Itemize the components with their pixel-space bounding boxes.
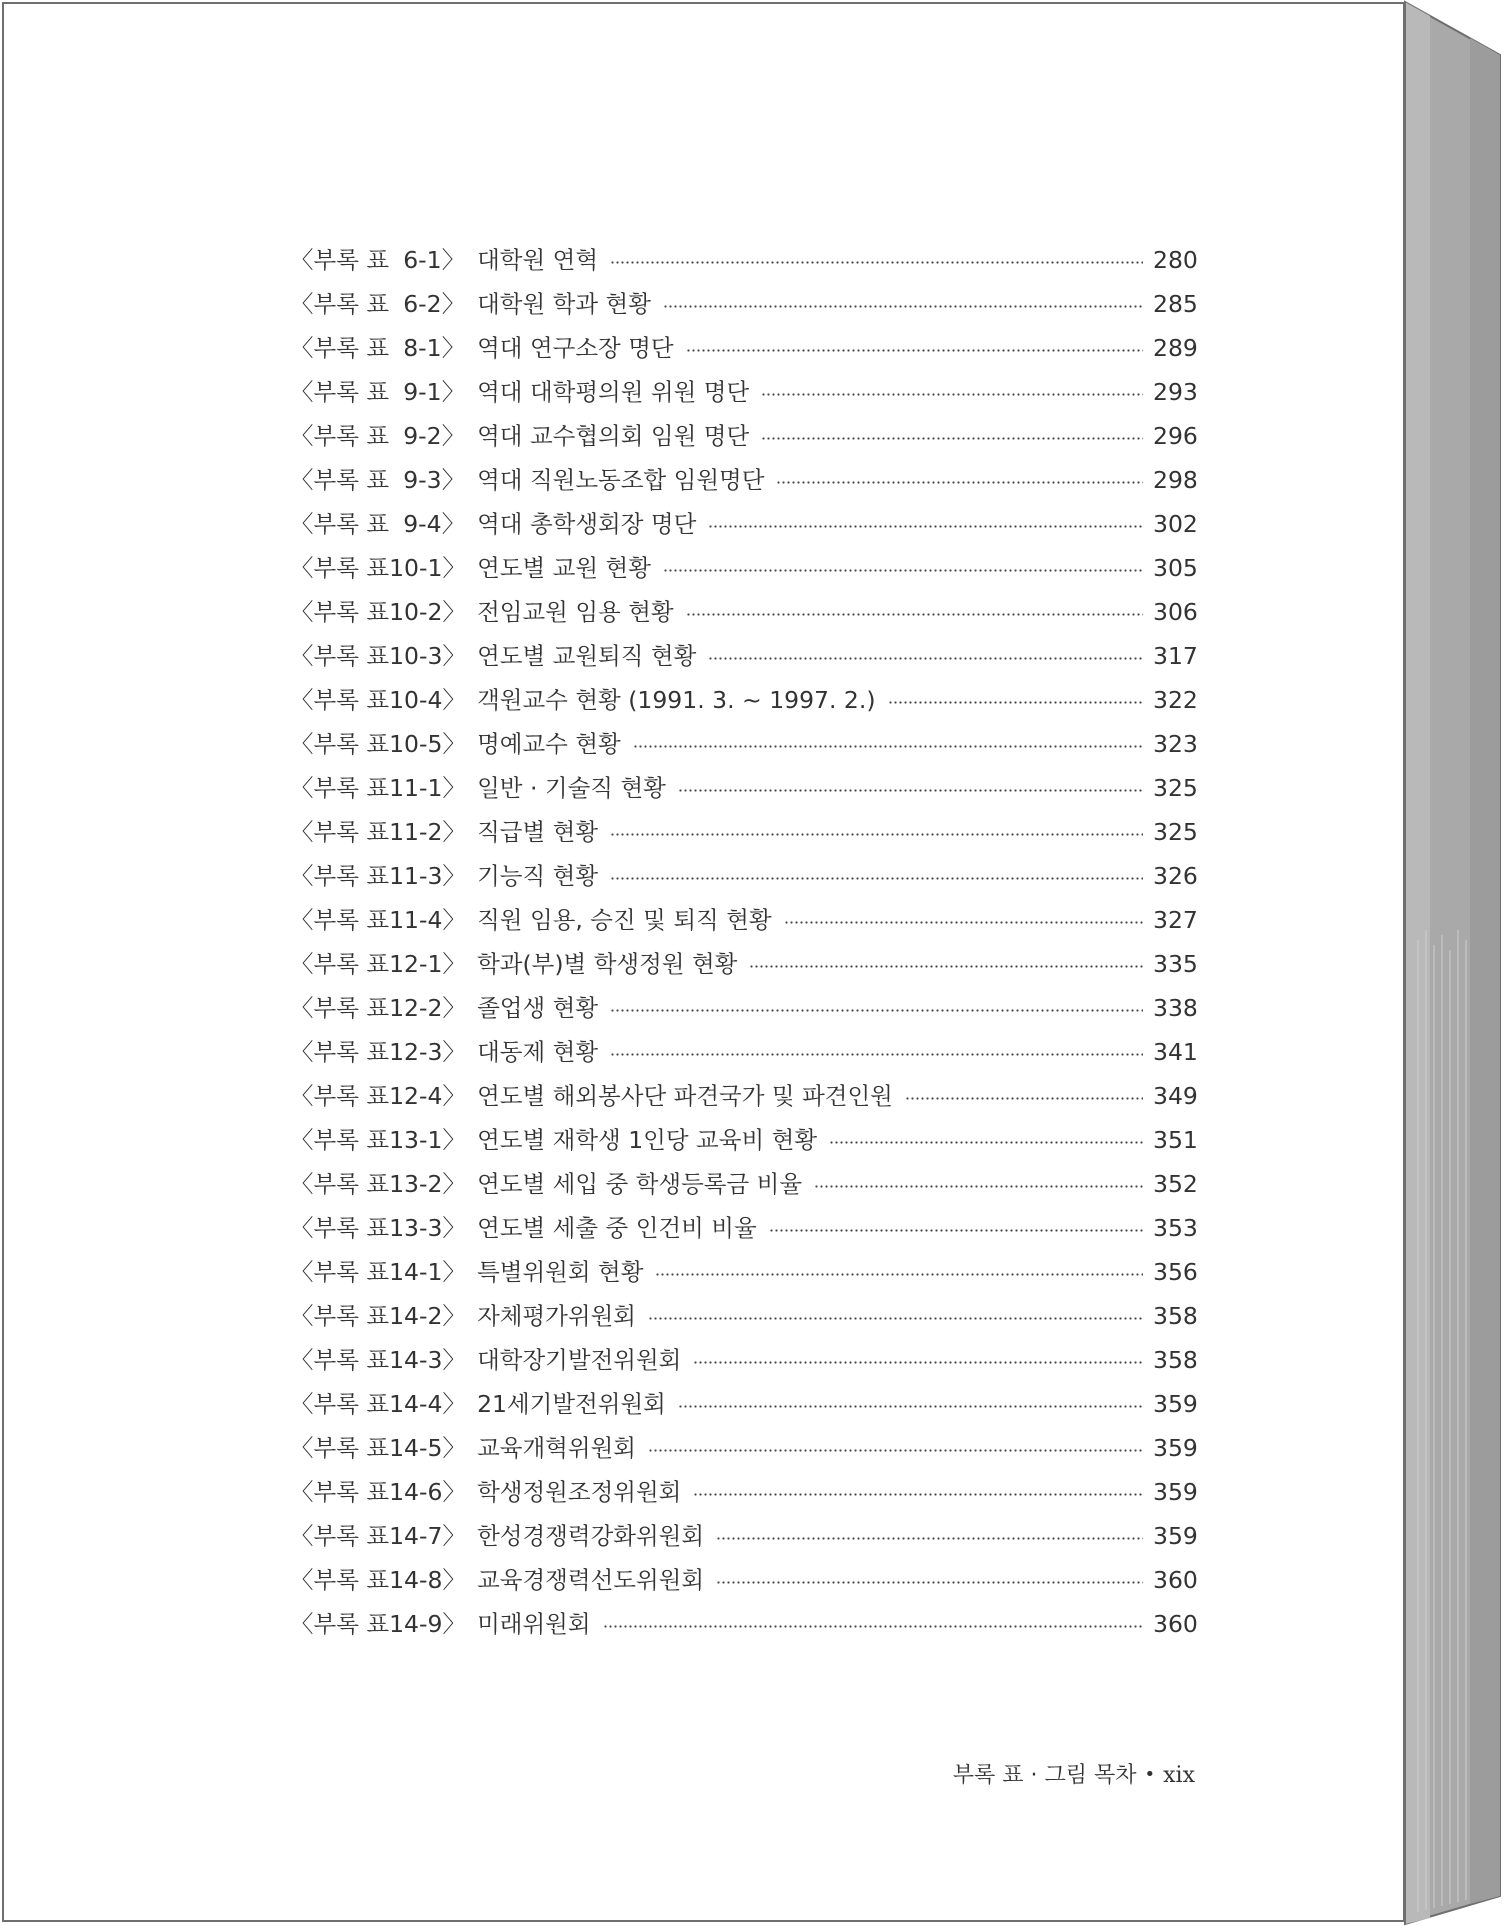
toc-entry-leader bbox=[708, 525, 1143, 528]
toc-entry-label: 〈부록 표 bbox=[290, 1126, 390, 1154]
toc-entry-label: 〈부록 표 bbox=[290, 554, 390, 582]
toc-entry-label: 〈부록 표 bbox=[290, 246, 390, 274]
toc-entry-label: 〈부록 표 bbox=[290, 818, 390, 846]
toc-entry-label: 〈부록 표 bbox=[290, 510, 390, 538]
toc-entry-title: 역대 총학생회장 명단 bbox=[477, 510, 697, 538]
toc-entry-page: 322 bbox=[1153, 686, 1198, 714]
toc-entry bbox=[290, 986, 1198, 1030]
toc-entry-label: 〈부록 표 bbox=[290, 642, 390, 670]
toc-entry-number: 13-1〉 bbox=[389, 1126, 466, 1154]
toc-entry-leader bbox=[610, 1009, 1143, 1012]
running-footer bbox=[953, 1758, 1195, 1789]
toc-entry-leader bbox=[686, 613, 1143, 616]
toc-entry-label: 〈부록 표 bbox=[290, 730, 390, 758]
toc-entry-page: 349 bbox=[1153, 1082, 1198, 1110]
toc-entry-title: 대학원 연혁 bbox=[477, 246, 599, 274]
toc-entry bbox=[290, 1470, 1198, 1514]
toc-entry-leader bbox=[693, 1493, 1143, 1496]
toc-entry-label: 〈부록 표 bbox=[290, 774, 390, 802]
toc-entry-leader bbox=[761, 393, 1143, 396]
toc-entry-title: 일반 · 기술직 현황 bbox=[477, 774, 666, 802]
toc-entry-label: 〈부록 표 bbox=[290, 686, 390, 714]
toc-entry-page: 352 bbox=[1153, 1170, 1198, 1198]
toc-entry-number: 6-1〉 bbox=[403, 246, 466, 274]
footer-bullet: • bbox=[1144, 1764, 1156, 1785]
toc-entry-leader bbox=[663, 569, 1143, 572]
toc-entry-number: 10-4〉 bbox=[389, 686, 466, 714]
toc-entry bbox=[290, 898, 1198, 942]
toc-entry-leader bbox=[708, 657, 1143, 660]
toc-entry-page: 359 bbox=[1153, 1522, 1198, 1550]
toc-entry-leader bbox=[610, 833, 1143, 836]
toc-entry-title: 역대 연구소장 명단 bbox=[477, 334, 674, 362]
toc-entry-label: 〈부록 표 bbox=[290, 1214, 390, 1242]
toc-entry bbox=[290, 238, 1198, 282]
toc-entry-page: 341 bbox=[1153, 1038, 1198, 1066]
toc-entry-label: 〈부록 표 bbox=[290, 1170, 390, 1198]
toc-entry bbox=[290, 502, 1198, 546]
toc-entry-label: 〈부록 표 bbox=[290, 1610, 390, 1638]
toc-entry-leader bbox=[686, 349, 1143, 352]
toc-entry bbox=[290, 282, 1198, 326]
toc-entry-page: 351 bbox=[1153, 1126, 1198, 1154]
toc-entry-leader bbox=[784, 921, 1143, 924]
toc-entry-label: 〈부록 표 bbox=[290, 378, 390, 406]
toc-entry-title: 역대 교수협의회 임원 명단 bbox=[477, 422, 750, 450]
toc-entry-leader bbox=[716, 1581, 1143, 1584]
toc-entry-page: 298 bbox=[1153, 466, 1198, 494]
toc-entry-number: 14-7〉 bbox=[389, 1522, 466, 1550]
toc-entry-leader bbox=[655, 1273, 1143, 1276]
toc-entry-leader bbox=[905, 1097, 1143, 1100]
toc-entry-page: 280 bbox=[1153, 246, 1198, 274]
toc-entry-label: 〈부록 표 bbox=[290, 1346, 390, 1374]
toc-entry-number: 6-2〉 bbox=[403, 290, 466, 318]
toc-entry-page: 325 bbox=[1153, 774, 1198, 802]
toc-entry bbox=[290, 678, 1198, 722]
toc-entry-page: 358 bbox=[1153, 1302, 1198, 1330]
toc-entry bbox=[290, 1074, 1198, 1118]
toc-entry-page: 305 bbox=[1153, 554, 1198, 582]
toc-entry-title: 기능직 현황 bbox=[477, 862, 599, 890]
toc-entry bbox=[290, 1162, 1198, 1206]
toc-entry-number: 14-1〉 bbox=[389, 1258, 466, 1286]
toc-entry-leader bbox=[776, 481, 1143, 484]
toc-entry-label: 〈부록 표 bbox=[290, 994, 390, 1022]
toc-entry-page: 359 bbox=[1153, 1478, 1198, 1506]
toc-entry-number: 13-3〉 bbox=[389, 1214, 466, 1242]
page-number: xix bbox=[1163, 1763, 1195, 1788]
toc-entry-page: 302 bbox=[1153, 510, 1198, 538]
toc-entry-page: 296 bbox=[1153, 422, 1198, 450]
toc-entry bbox=[290, 546, 1198, 590]
toc-entry-page: 335 bbox=[1153, 950, 1198, 978]
toc-entry-title: 한성경쟁력강화위원회 bbox=[477, 1522, 705, 1550]
toc-entry bbox=[290, 458, 1198, 502]
toc-entry-title: 연도별 세입 중 학생등록금 비율 bbox=[477, 1170, 803, 1198]
toc-entry-leader bbox=[749, 965, 1143, 968]
toc-entry-title: 명예교수 현황 bbox=[477, 730, 621, 758]
toc-entry-page: 358 bbox=[1153, 1346, 1198, 1374]
toc-entry-number: 14-9〉 bbox=[389, 1610, 466, 1638]
toc-entry-label: 〈부록 표 bbox=[290, 1434, 390, 1462]
toc-entry-title: 학과(부)별 학생정원 현황 bbox=[477, 950, 738, 978]
toc-entry bbox=[290, 1030, 1198, 1074]
toc-entry-label: 〈부록 표 bbox=[290, 334, 390, 362]
toc-entry-label: 〈부록 표 bbox=[290, 1302, 390, 1330]
toc-entry-title: 직급별 현황 bbox=[477, 818, 599, 846]
toc-entry-number: 14-4〉 bbox=[389, 1390, 466, 1418]
toc-entry-page: 317 bbox=[1153, 642, 1198, 670]
toc-entry-leader bbox=[633, 745, 1143, 748]
toc-entry-leader bbox=[693, 1361, 1143, 1364]
toc-entry-leader bbox=[610, 261, 1143, 264]
toc-entry-leader bbox=[678, 1405, 1143, 1408]
toc-entry-title: 대학장기발전위원회 bbox=[477, 1346, 682, 1374]
toc-entry-page: 360 bbox=[1153, 1566, 1198, 1594]
toc-entry-number: 12-3〉 bbox=[389, 1038, 466, 1066]
toc-entry-title: 교육경쟁력선도위원회 bbox=[477, 1566, 705, 1594]
toc-entry-number: 12-2〉 bbox=[389, 994, 466, 1022]
toc-entry-page: 327 bbox=[1153, 906, 1198, 934]
toc-entry-title: 전임교원 임용 현황 bbox=[477, 598, 674, 626]
toc-entry-number: 11-1〉 bbox=[389, 774, 466, 802]
toc-entry-label: 〈부록 표 bbox=[290, 466, 390, 494]
toc-entry-page: 326 bbox=[1153, 862, 1198, 890]
toc-entry bbox=[290, 722, 1198, 766]
toc-entry-leader bbox=[610, 1053, 1143, 1056]
toc-entry-number: 14-3〉 bbox=[389, 1346, 466, 1374]
toc-entry-number: 14-6〉 bbox=[389, 1478, 466, 1506]
toc-entry-leader bbox=[769, 1229, 1143, 1232]
toc-entry-leader bbox=[761, 437, 1143, 440]
toc-entry-title: 역대 직원노동조합 임원명단 bbox=[477, 466, 765, 494]
toc-entry-number: 10-2〉 bbox=[389, 598, 466, 626]
toc-entry bbox=[290, 1558, 1198, 1602]
toc-entry-label: 〈부록 표 bbox=[290, 1258, 390, 1286]
toc-entry-title: 역대 대학평의원 위원 명단 bbox=[477, 378, 750, 406]
toc-entry bbox=[290, 414, 1198, 458]
toc-entry-number: 14-8〉 bbox=[389, 1566, 466, 1594]
toc-entry-page: 293 bbox=[1153, 378, 1198, 406]
toc-entry-leader bbox=[648, 1449, 1143, 1452]
toc-entry bbox=[290, 1338, 1198, 1382]
toc-entry bbox=[290, 1382, 1198, 1426]
toc-entry-label: 〈부록 표 bbox=[290, 290, 390, 318]
toc-entry-title: 연도별 해외봉사단 파견국가 및 파견인원 bbox=[477, 1082, 893, 1110]
toc-entry bbox=[290, 766, 1198, 810]
toc-entry-label: 〈부록 표 bbox=[290, 950, 390, 978]
toc-entry-leader bbox=[716, 1537, 1143, 1540]
toc-entry-number: 14-2〉 bbox=[389, 1302, 466, 1330]
toc-entry-label: 〈부록 표 bbox=[290, 598, 390, 626]
toc-entry-title: 특별위원회 현황 bbox=[477, 1258, 644, 1286]
toc-entry-title: 대학원 학과 현황 bbox=[477, 290, 651, 318]
toc-entry-number: 13-2〉 bbox=[389, 1170, 466, 1198]
toc-entry-number: 9-4〉 bbox=[403, 510, 466, 538]
toc-entry-page: 359 bbox=[1153, 1434, 1198, 1462]
toc-entry bbox=[290, 810, 1198, 854]
toc-entry-title: 연도별 교원 현황 bbox=[477, 554, 651, 582]
table-of-contents bbox=[290, 238, 1198, 1646]
toc-entry bbox=[290, 634, 1198, 678]
toc-entry-page: 325 bbox=[1153, 818, 1198, 846]
toc-entry-title: 미래위원회 bbox=[477, 1610, 591, 1638]
toc-entry bbox=[290, 1514, 1198, 1558]
toc-entry-leader bbox=[603, 1625, 1143, 1628]
toc-entry-number: 10-3〉 bbox=[389, 642, 466, 670]
toc-entry-page: 359 bbox=[1153, 1390, 1198, 1418]
toc-entry-title: 21세기발전위원회 bbox=[477, 1390, 666, 1418]
toc-entry-number: 9-2〉 bbox=[403, 422, 466, 450]
toc-entry-page: 360 bbox=[1153, 1610, 1198, 1638]
toc-entry-label: 〈부록 표 bbox=[290, 1478, 390, 1506]
toc-entry-page: 338 bbox=[1153, 994, 1198, 1022]
toc-entry-title: 객원교수 현황 (1991. 3. ~ 1997. 2.) bbox=[477, 686, 876, 714]
toc-entry-title: 교육개혁위원회 bbox=[477, 1434, 636, 1462]
toc-entry bbox=[290, 326, 1198, 370]
toc-entry bbox=[290, 590, 1198, 634]
toc-entry-page: 356 bbox=[1153, 1258, 1198, 1286]
toc-entry-label: 〈부록 표 bbox=[290, 1390, 390, 1418]
toc-entry-title: 연도별 교원퇴직 현황 bbox=[477, 642, 697, 670]
toc-entry-page: 353 bbox=[1153, 1214, 1198, 1242]
toc-entry-number: 12-4〉 bbox=[389, 1082, 466, 1110]
toc-entry-number: 12-1〉 bbox=[389, 950, 466, 978]
toc-entry bbox=[290, 1294, 1198, 1338]
toc-entry-title: 대동제 현황 bbox=[477, 1038, 599, 1066]
toc-entry-page: 289 bbox=[1153, 334, 1198, 362]
toc-entry-number: 9-1〉 bbox=[403, 378, 466, 406]
toc-entry-number: 9-3〉 bbox=[403, 466, 466, 494]
toc-entry bbox=[290, 1426, 1198, 1470]
toc-entry-label: 〈부록 표 bbox=[290, 862, 390, 890]
toc-entry-leader bbox=[663, 305, 1143, 308]
toc-entry-leader bbox=[610, 877, 1143, 880]
toc-entry bbox=[290, 1206, 1198, 1250]
toc-entry-number: 10-5〉 bbox=[389, 730, 466, 758]
toc-entry-label: 〈부록 표 bbox=[290, 906, 390, 934]
toc-entry-leader bbox=[648, 1317, 1143, 1320]
toc-entry-title: 연도별 세출 중 인건비 비율 bbox=[477, 1214, 757, 1242]
toc-entry bbox=[290, 1250, 1198, 1294]
toc-entry-leader bbox=[678, 789, 1143, 792]
toc-entry bbox=[290, 1118, 1198, 1162]
toc-entry-leader bbox=[829, 1141, 1143, 1144]
toc-entry-page: 285 bbox=[1153, 290, 1198, 318]
toc-entry-title: 학생정원조정위원회 bbox=[477, 1478, 682, 1506]
toc-entry bbox=[290, 370, 1198, 414]
toc-entry bbox=[290, 942, 1198, 986]
toc-entry-leader bbox=[888, 701, 1143, 704]
toc-entry-label: 〈부록 표 bbox=[290, 1038, 390, 1066]
toc-entry-label: 〈부록 표 bbox=[290, 1082, 390, 1110]
toc-entry-title: 직원 임용, 승진 및 퇴직 현황 bbox=[477, 906, 772, 934]
toc-entry-number: 11-4〉 bbox=[389, 906, 466, 934]
toc-entry-number: 11-3〉 bbox=[389, 862, 466, 890]
toc-entry-number: 8-1〉 bbox=[403, 334, 466, 362]
toc-entry-title: 졸업생 현황 bbox=[477, 994, 599, 1022]
toc-entry bbox=[290, 1602, 1198, 1646]
toc-entry-page: 323 bbox=[1153, 730, 1198, 758]
footer-section-title: 부록 표 · 그림 목차 bbox=[952, 1763, 1137, 1788]
toc-entry bbox=[290, 854, 1198, 898]
toc-entry-number: 14-5〉 bbox=[389, 1434, 466, 1462]
toc-entry-page: 306 bbox=[1153, 598, 1198, 626]
toc-entry-title: 자체평가위원회 bbox=[477, 1302, 636, 1330]
toc-entry-label: 〈부록 표 bbox=[290, 422, 390, 450]
toc-entry-label: 〈부록 표 bbox=[290, 1566, 390, 1594]
toc-entry-label: 〈부록 표 bbox=[290, 1522, 390, 1550]
toc-entry-number: 10-1〉 bbox=[389, 554, 466, 582]
toc-entry-title: 연도별 재학생 1인당 교육비 현황 bbox=[477, 1126, 818, 1154]
toc-entry-leader bbox=[814, 1185, 1143, 1188]
toc-entry-number: 11-2〉 bbox=[389, 818, 466, 846]
